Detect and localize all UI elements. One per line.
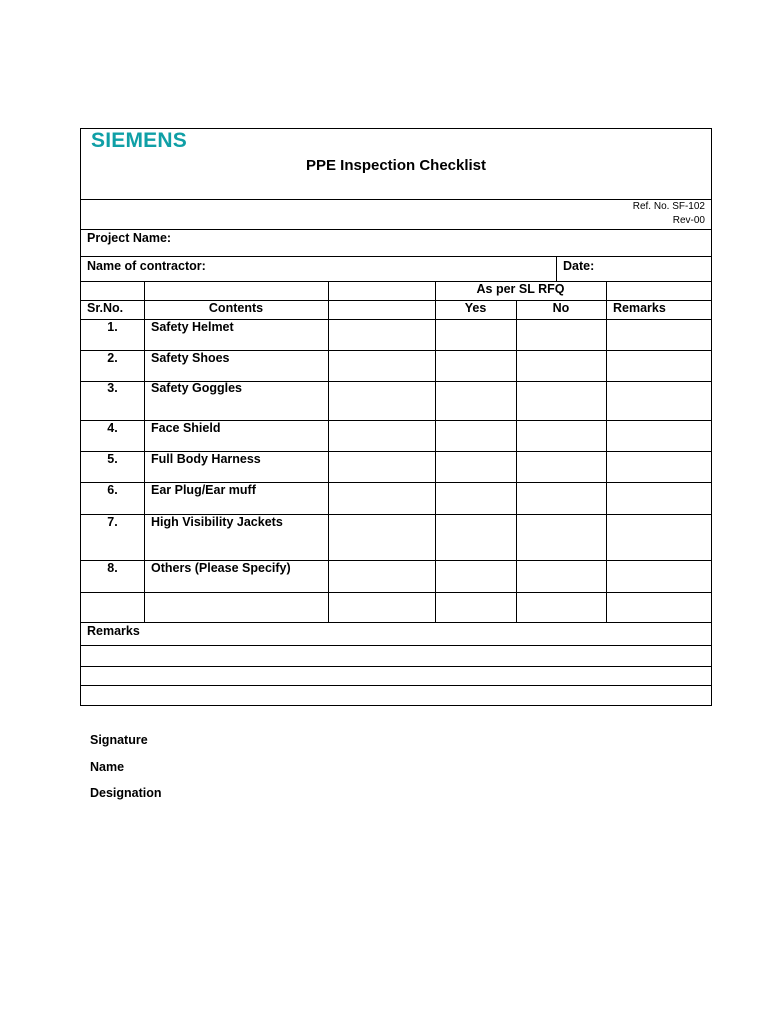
- divider: [81, 199, 711, 200]
- col-divider: [435, 281, 436, 622]
- col-header-contents: Contents: [208, 301, 264, 315]
- row-content-8: Others (Please Specify): [151, 561, 291, 575]
- remarks-line: [81, 685, 711, 686]
- project-name-label: Project Name:: [87, 231, 172, 245]
- row-sr-3: 3.: [107, 381, 118, 395]
- row-sr-6: 6.: [107, 483, 118, 497]
- signature-label: Signature: [90, 733, 148, 747]
- row-sr-4: 4.: [107, 421, 118, 435]
- row-content-1: Safety Helmet: [151, 320, 234, 334]
- row-content-6: Ear Plug/Ear muff: [151, 483, 256, 497]
- col-header-sr: Sr.No.: [87, 301, 124, 315]
- col-divider: [516, 300, 517, 622]
- name-label: Name: [90, 760, 125, 774]
- revision: Rev-00: [672, 215, 705, 226]
- row-sr-7: 7.: [107, 515, 118, 529]
- col-header-yes: Yes: [464, 301, 487, 315]
- remarks-line: [81, 645, 711, 646]
- designation-label: Designation: [90, 786, 162, 800]
- contractor-label: Name of contractor:: [87, 259, 206, 273]
- row-sr-8: 8.: [107, 561, 118, 575]
- remarks-label: Remarks: [87, 624, 140, 638]
- ref-number: Ref. No. SF-102: [632, 201, 705, 212]
- col-divider: [328, 281, 329, 622]
- col-divider: [144, 281, 145, 622]
- row-content-2: Safety Shoes: [151, 351, 230, 365]
- row-content-5: Full Body Harness: [151, 452, 261, 466]
- row-sr-1: 1.: [107, 320, 118, 334]
- page-title: PPE Inspection Checklist: [305, 157, 487, 174]
- divider: [81, 281, 711, 282]
- date-label: Date:: [563, 259, 595, 273]
- group-header: As per SL RFQ: [476, 282, 565, 296]
- row-sr-5: 5.: [107, 452, 118, 466]
- col-divider: [606, 281, 607, 622]
- row-line: [81, 592, 711, 593]
- col-header-no: No: [552, 301, 570, 315]
- remarks-line: [81, 666, 711, 667]
- divider: [81, 256, 711, 257]
- row-sr-2: 2.: [107, 351, 118, 365]
- row-content-7: High Visibility Jackets: [151, 515, 283, 529]
- divider: [81, 229, 711, 230]
- reference-block: [633, 200, 705, 228]
- row-content-4: Face Shield: [151, 421, 221, 435]
- col-divider: [556, 256, 557, 281]
- siemens-logo: SIEMENS: [91, 129, 187, 152]
- checklist-form: [80, 128, 712, 706]
- col-header-remarks: Remarks: [613, 301, 666, 315]
- row-line: [81, 622, 711, 623]
- row-content-3: Safety Goggles: [151, 381, 242, 395]
